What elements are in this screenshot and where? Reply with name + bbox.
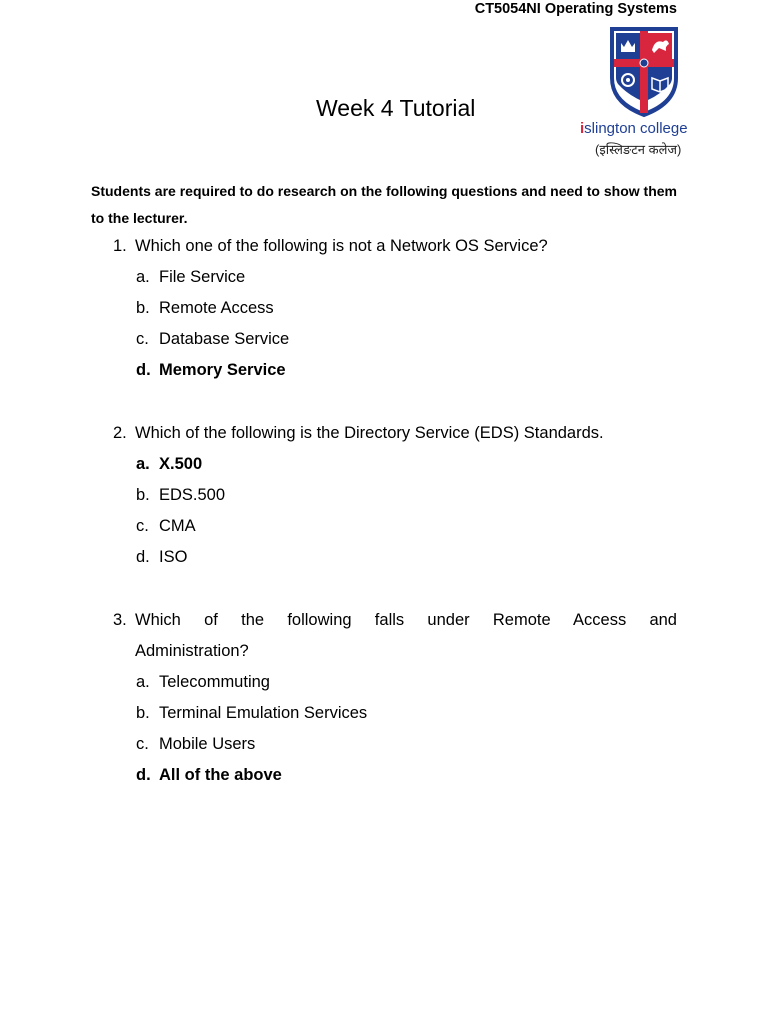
option-c: c. Mobile Users (136, 735, 256, 753)
option-b: b. EDS.500 (136, 486, 226, 504)
question-number: 2. (113, 424, 127, 442)
option-d: d. ISO (136, 548, 188, 566)
logo-name-text: slington college (584, 120, 688, 137)
instructions-text: Students are required to do research on the following questions and need to show them to the lecturer. (91, 183, 677, 226)
option-c: c. Database Service (136, 330, 290, 348)
option-d-answer: d. Memory Service (136, 361, 286, 379)
question-1 (91, 231, 677, 386)
question-text-line-2: Administration? (135, 642, 249, 660)
option-c: c. CMA (136, 517, 196, 535)
option-d-answer: d. All of the above (136, 766, 282, 784)
question-text: Which of the following is the Directory Service (EDS) Standards. (135, 424, 604, 442)
option-b: b. Terminal Emulation Services (136, 704, 368, 722)
question-number: 1. (113, 237, 127, 255)
logo-devanagari-text: (इस्लिङटन कलेज) (595, 142, 682, 157)
page-title: Week 4 Tutorial (316, 95, 476, 121)
question-number: 3. (113, 611, 127, 629)
question-text-line-1: Which of the following falls under Remote Access and (135, 611, 677, 629)
question-3 (91, 605, 677, 791)
option-a: a. Telecommuting (136, 673, 270, 691)
question-2 (91, 418, 677, 573)
logo-mark-letter: i (580, 120, 585, 137)
college-logo (580, 26, 710, 162)
option-a-answer: a. X.500 (136, 455, 203, 473)
logo-wordmark (580, 120, 710, 138)
option-b: b. Remote Access (136, 299, 274, 317)
option-a: a. File Service (136, 268, 246, 286)
college-shield-icon (609, 26, 679, 118)
question-text: Which one of the following is not a Network OS Service? (135, 237, 548, 255)
course-header: CT5054NI Operating Systems (474, 1, 677, 17)
